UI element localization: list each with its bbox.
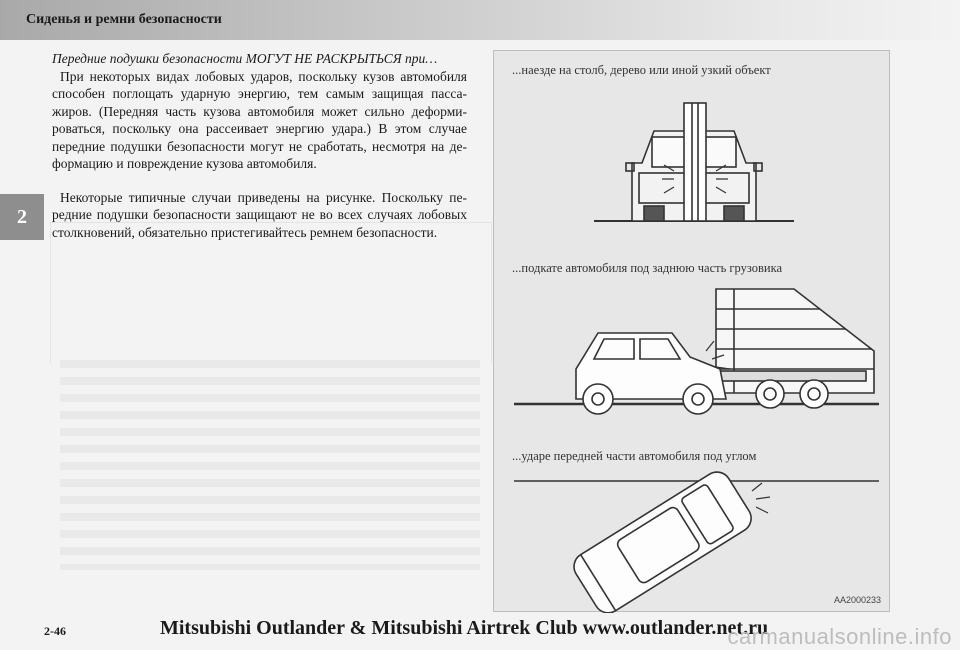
bleed-through-frame bbox=[50, 222, 492, 363]
paragraph-2: Некоторые типичные случаи приведены на рисунке. Поскольку передние подушки безопасности защищают не во всех случаях лобовых столкновений, обязательно пристегивайтесь ремнем безопасности. bbox=[52, 189, 467, 240]
page-number: 2-46 bbox=[44, 624, 66, 638]
airbag-illustration bbox=[493, 50, 890, 612]
paragraph-heading: Передние подушки безопасности МОГУТ НЕ РАСКРЫТЬСЯ при… bbox=[52, 51, 438, 66]
caption-angle: ...ударе передней части автомобиля под углом bbox=[512, 449, 757, 463]
caption-truck: ...подкате автомобиля под заднюю часть грузовика bbox=[512, 261, 783, 275]
chapter-tab: 2 bbox=[0, 194, 44, 240]
text-column bbox=[52, 50, 467, 241]
figure-drawings bbox=[494, 51, 891, 613]
pole-scene bbox=[594, 103, 794, 221]
angled-scene bbox=[514, 467, 879, 613]
caption-pole: ...наезде на столб, дерево или иной узкий объект bbox=[512, 63, 771, 77]
section-title: Сиденья и ремни безопасности bbox=[26, 12, 222, 27]
bleed-through-text bbox=[60, 360, 480, 570]
header-bar bbox=[0, 0, 960, 40]
figure-code: AA2000233 bbox=[833, 595, 881, 605]
truck-scene bbox=[514, 289, 879, 414]
footer-club: Mitsubishi Outlander & Mitsubishi Airtrek Club www.outlander.net.ru bbox=[160, 617, 769, 639]
watermark: carmanualsonline.info bbox=[727, 624, 952, 649]
paragraph-1: При некоторых видах лобовых ударов, поскольку кузов автомобиля способен поглощать ударную энергию, тем самым защищая пассажиров. (Передняя часть кузова автомобиля может сильно деформироваться, поскольку она рассеивает энергию удара.) В этом случае передние подушки безопасности могут не сработать, несмотря на деформацию и повреждение кузова автомобиля. bbox=[52, 68, 467, 171]
